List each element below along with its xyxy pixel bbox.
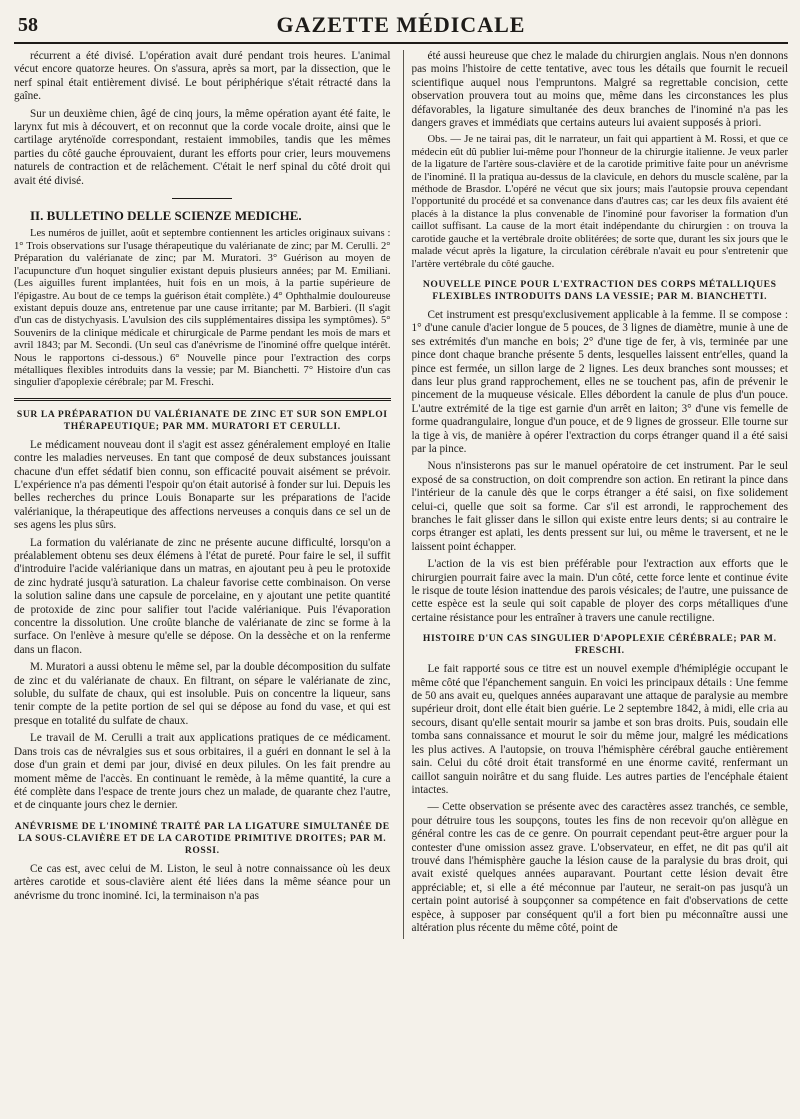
section-title: II. BULLETINO DELLE SCIENZE MEDICHE. — [30, 208, 302, 224]
paragraph: Nous n'insisterons pas sur le manuel opératoire de cet instrument. Par le seul exposé de sa construction, on doit comprendre son action. En retirant la pince dans l'intérieur de la canule dès que le corps étranger a été saisi, on fixe solidement celui-ci, quelle que soit sa forme. Car s'il est arrondi, le rapprochement des branches le fait glisser dans le sillon qui existe entre leurs dents; si au contraire le corps étranger est aplati, les dents pressent sur lui, ou même le traversent, et ne le laissent point échapper. — [411, 460, 788, 553]
paragraph: récurrent a été divisé. L'opération avait duré pendant trois heures. L'animal vécut encore quatorze heures. On s'assura, après sa mort, par la dissection, que le nerf spinal était entièrement divisé. Le bout périphérique s'était rétracté dans la gaîne. — [14, 50, 391, 103]
paragraph: Ce cas est, avec celui de M. Liston, le seul à notre connaissance où les deux artères carotide et sous-clavière aient été liées dans la même séance pour un anévrisme du tronc inominé. Ici, la terminaison n'a pas — [14, 862, 391, 902]
right-column — [403, 50, 789, 939]
paragraph: La formation du valérianate de zinc ne présente aucune difficulté, lorsqu'on a préalablement obtenu ses deux élémens à l'état de pureté. Pour faire le sel, il suffit d'introduire l'acide valérianique dans un matras, en ajoutant peu à peu le protoxide de zinc hydraté jusqu'à saturation. La chaleur favorise cette combinaison. On verse la solution saline dans une capsule de porcelaine, en y ajoutant une petite quantité de protoxide de zinc pour salifier tout l'acide valérianique. Puis l'évaporation concentre la dissolution. Une croûte blanche de valérianate de zinc se forme à la surface. On l'enlève à mesure qu'elle se dépose. On la dessèche et on la renferme dans un flacon. — [14, 536, 391, 656]
paragraph: Le fait rapporté sous ce titre est un nouvel exemple d'hémiplégie occupant le même côté que l'épanchement sanguin. En voici les principaux détails : Une femme de 50 ans avait eu, quelques années auparavant une attaque de paralysie au membre supérieur droit, dont elle était bien guérie. Le 2 septembre 1842, à midi, elle cria au secours, disant qu'elle sentait mourir sa jambe et son bras droits. Puis, soudain elle tomba sans connaissance et mourut le soir du même jour, malgré les médications les plus actives. A l'autopsie, on trouva l'hémisphère cérébral gauche entièrement sain. Celui du côté droit était transformé en une énorme cavité, renfermant un caillot sanguin noirâtre et du sang fluide. Les autres parties de l'encéphale étaient intactes. — [411, 663, 788, 796]
text-columns — [14, 50, 788, 939]
subsection-title: ANÉVRISME DE L'INOMINÉ TRAITÉ PAR LA LIGATURE SIMULTANÉE DE LA SOUS-CLAVIÈRE ET DE LA CAROTIDE PRIMITIVE DROITES; PAR M. ROSSI. — [14, 820, 390, 856]
subsection-title: NOUVELLE PINCE POUR L'EXTRACTION DES CORPS MÉTALLIQUES FLEXIBLES INTRODUITS DANS LA VESSIE; PAR M. BIANCHETTI. — [422, 278, 777, 302]
page-number: 58 — [18, 14, 38, 36]
paragraph: Sur un deuxième chien, âgé de cinq jours, la même opération ayant été faite, le larynx fut mis à découvert, et on reconnut que la corde vocale droite, ainsi que le cartilage aryténoïde correspondant, restaient immobiles, tandis que les mêmes parties du côté gauche éprouvaient, durant les efforts pour crier, leurs mouvemens naturels de contraction et de relâchement. C'était le nerf spinal du côté droit qui avait été divisé. — [14, 107, 391, 187]
separator — [172, 198, 232, 199]
page-header — [14, 12, 788, 44]
divider — [14, 398, 391, 401]
paragraph: Le médicament nouveau dont il s'agit est assez généralement employé en Italie contre les maladies nerveuses. En tant que composé de deux substances jouissant chacune d'un effet sédatif bien connu, son efficacité pouvait aisément se prévoir. L'expérience n'a pas démenti l'espoir qu'on était autorisé à fonder sur lui. Depuis les belles recherches du prince Louis Bonaparte sur les préparations de l'acide valérianique, la thérapeutique des affections nerveuses a conquis dans ce sel un de ses agens les plus sûrs. — [14, 438, 391, 532]
paragraph: Les numéros de juillet, août et septembre contiennent les articles originaux suivans : 1° Trois observations sur l'usage thérapeutique du valérianate de zinc; par M. Cerulli. 2° Préparation du valérianate de zinc; par M. Muratori. 3° Guérison au moyen de l'acupuncture d'un hoquet singulier existant depuis plusieurs années; par M. Emiliani. (Les aiguilles furent implantées, huit fois en un mois, à la partie supérieure de l'épigastre. Au bout de ce temps la guérison était complète.) 4° Ophthalmie douloureuse existant depuis douze ans, entretenue par une cause irritante; par M. Barbieri. (Il s'agit d'un cas de distychyasis. L'avulsion des cils supplémentaires dissipa les symptômes). 5° Souvenirs de la clinique médicale et chirurgicale de Parme pendant les mois de mars et avril 1843; par M. Secondi. (Un seul cas d'anévrisme de l'inominé offre quelque intérêt. Nous le rapportons ci-dessous.) 6° Nouvelle pince pour l'extraction des corps métalliques flexibles introduits dans la vessie; par M. Bianchetti. 7° Histoire d'un cas singulier d'apoplexie cérébrale; par M. Freschi. — [14, 228, 391, 389]
paragraph: Le travail de M. Cerulli a trait aux applications pratiques de ce médicament. Dans trois cas de névralgies sus et sous orbitaires, il a guéri en donnant le sel à la dose d'un grain et demi par jour, divisé en deux pilules. On les fait prendre au moment même de l'accès. En continuant le remède, à la même quantité, la cure a été complète dans l'espace de trente jours chez un malade, de quarante chez l'autre, et de cinquante jours chez le dernier. — [14, 732, 391, 812]
paragraph: Cet instrument est presqu'exclusivement applicable à la femme. Il se compose : 1° d'une canule d'acier longue de 5 pouces, de 3 lignes de diamètre, munie à une de ses extrémités d'un manche en bois; 2° d'une tige de fer, à vis, terminée par une pince dont chaque branche présente 5 dents, lesquelles laissent entr'elles, quand la pince est fermée, un sillon large de 2 lignes. Les deux branches sont mousses; et dans leur plus grand rapprochement, elles ne se touchent pas, afin de prévenir le pincement de la muqueuse vésicale. Elles débordent la canule de plus d'un pouce. L'autre extrémité de la tige est garnie d'un arrêt en laiton; 3° d'une vis femelle de forme quadrangulaire, longue d'un pouce, et de 9 lignes de grosseur. Elle tourne sur la tige à vis, de manière à opérer l'extraction du corps étranger quand il a été saisi par la pince. — [411, 308, 788, 455]
paragraph: été aussi heureuse que chez le malade du chirurgien anglais. Nous n'en donnons pas moins l'histoire de cette tentative, avec tous les détails que fournit le recueil scientifique auquel nous l'empruntons. Malgré sa regrettable concision, cette observation prouvera tout au moins que, même dans les circonstances les plus défavorables, la ligature simultanée des deux branches de l'inominé n'a pas les dangers graves et immédiats que certains auteurs lui avaient supposés à priori. — [411, 50, 788, 130]
journal-title: GAZETTE MÉDICALE — [276, 12, 526, 37]
subsection-title: SUR LA PRÉPARATION DU VALÉRIANATE DE ZINC ET SUR SON EMPLOI THÉRAPEUTIQUE; PAR MM. MURATORI ET CERULLI. — [16, 408, 388, 432]
left-column — [14, 50, 391, 939]
paragraph: L'action de la vis est bien préférable pour l'extraction aux efforts que le chirurgien pourrait faire avec la main. D'un côté, cette force lente et continue évite le risque de toute lésion inattendue des parois vésicales; de l'autre, une puissance de cette espèce est la seule qui soit capable de ployer des corps métalliques d'une certaine résistance pour les entraîner à travers une canule rectiligne. — [411, 558, 788, 624]
paragraph: Obs. — Je ne tairai pas, dit le narrateur, un fait qui appartient à M. Rossi, et que ce médecin eût dû publier lui-même pour l'honneur de la chirurgie italienne. Je veux parler de la ligature de l'artère sous-clavière et de la carotide primitive faite pour un anévrisme de l'inominé. Il la pratiqua au-dessus de la clavicule, en dehors du muscle scalène, par la méthode de Brasdor. L'opéré ne vécut que six jours; mais l'autopsie prouva cependant l'opportunité du procédé et sa convenance dans d'autres cas; car les deux fils avaient été placés à la distance la plus convenable de l'inominé pour favoriser la formation d'un caillot suffisant. La cause de la mort était indépendante du chirurgien : on trouva la carotide gauche et la vertébrale droite oblitérées; de sorte que, durant les six jours que le malade vécut après la ligature, la circulation cérébrale n'avait eu pour s'entretenir que l'artère vertébrale du côté gauche. — [411, 134, 788, 270]
paragraph: M. Muratori a aussi obtenu le même sel, par la double décomposition du sulfate de zinc et du valérianate de chaux. En filtrant, on sépare le valérianate de zinc, soluble, du sulfate de chaux, qui est insoluble. Puis on concentre la liqueur, sans tenir compte de la petite portion de sel qui se dépose au fond du vase, et qui est presque en totalité du sulfate de chaux. — [14, 661, 391, 727]
subsection-title: HISTOIRE D'UN CAS SINGULIER D'APOPLEXIE CÉRÉBRALE; PAR M. FRESCHI. — [422, 633, 777, 657]
paragraph: — Cette observation se présente avec des caractères assez tranchés, ce semble, pour détruire tous les soupçons, toutes les fins de non recevoir qu'on allègue en général contre les cas de ce genre. On pourrait cependant peut-être arguer pour la contester d'une omission assez grave. L'observateur, en effet, ne dit pas qu'il ait trouvé dans l'hémisphère gauche la lésion cause de la paralysie du bras droit, qui avait existé quelques années auparavant. Pourtant cette lésion devait être appréciable; et, si elle a été méconnue par l'auteur, ne serait-on pas jusqu'à un certain point autorisé à soupçonner sa compétence en fait d'observations de cette espèce, à supposer par conséquent qu'il a fort bien pu méconnaître aussi une altération plus récente du même côté, point de — [411, 801, 788, 934]
